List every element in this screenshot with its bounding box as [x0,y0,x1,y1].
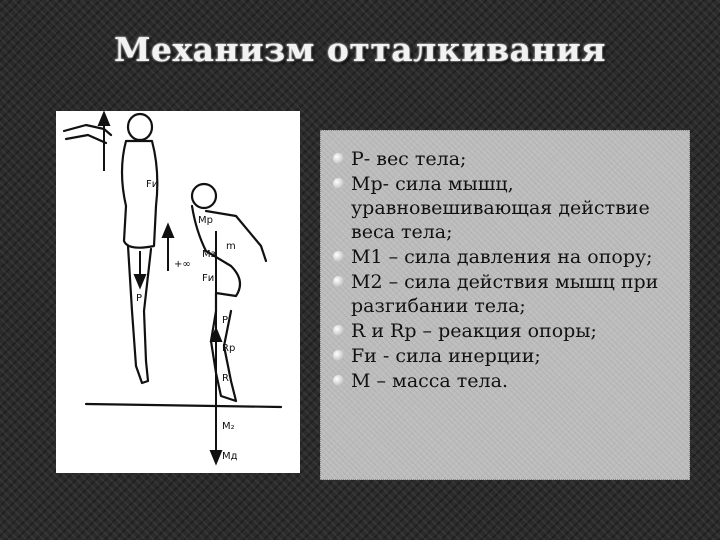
definitions-list [333,147,679,393]
right-figure-head [192,184,216,208]
bullet-text: Fи - сила инерции; [351,345,541,367]
label-m-small: m [226,241,236,252]
list-item [333,172,679,244]
label-r-p: Rр [222,343,236,354]
weight-arrowhead-left [135,275,145,287]
definitions-panel [320,130,690,480]
list-item [333,147,679,171]
label-r: R [222,373,229,384]
figure-drawing [56,111,300,473]
bullet-icon [333,325,344,336]
list-item [333,344,679,368]
bullet-icon [333,276,344,287]
label-inf: +∞ [174,259,191,270]
bullet-text: М1 – сила давления на опору; [351,246,653,268]
label-m-z: Mз [202,249,216,260]
list-item [333,270,679,318]
left-figure-torso [122,141,157,248]
list-item [333,245,679,269]
jump-mechanics-illustration [56,111,300,473]
bullet-icon [333,375,344,386]
label-f-right: Fи [202,273,215,284]
bullet-icon [333,350,344,361]
bullet-text: М – масса тела. [351,370,508,392]
bullet-icon [333,251,344,262]
left-figure-arm-lower [66,135,106,143]
bullet-icon [333,178,344,189]
label-p-left: P [136,293,143,304]
label-m2: M₂ [222,421,235,432]
left-figure-head [128,114,152,140]
up-force-arrowhead [99,113,109,125]
slide-title: Механизм отталкивания [113,30,607,69]
bullet-icon [333,153,344,164]
force-line-arrowhead [211,451,221,463]
bullet-text: Р- вес тела; [351,148,467,170]
list-item [333,369,679,393]
label-m-p: Mр [198,215,213,226]
bullet-text: Мр- сила мышц, уравновешивающая действие веса тела; [351,173,650,243]
inertia-arrowhead [163,225,173,237]
label-p1: P [222,315,229,326]
bullet-text: R и Rр – реакция опоры; [351,320,597,342]
list-item [333,319,679,343]
label-f-left: Fи [146,179,159,190]
label-m1: Mд [222,451,238,462]
ground-line [86,404,281,407]
bullet-text: М2 – сила действия мышц при разгибании тела; [351,271,659,317]
